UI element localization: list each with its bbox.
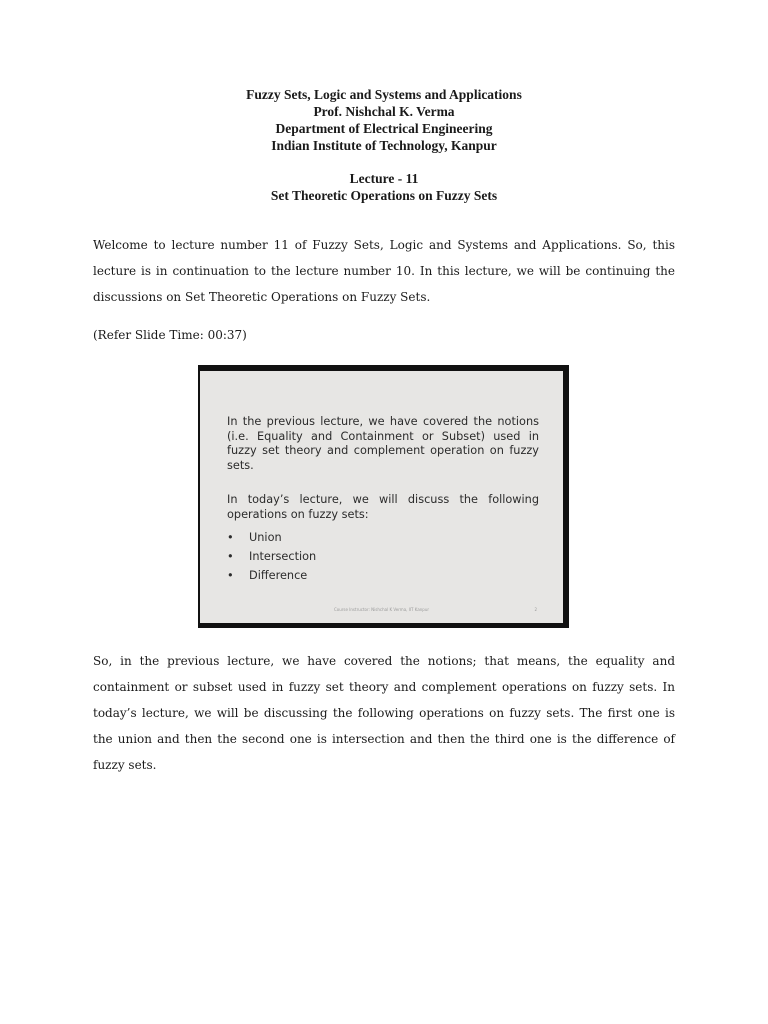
professor-name: Prof. Nishchal K. Verma <box>313 104 455 119</box>
slide-footer: Course Instructor: Nishchal K Verma, IIT Kanpur <box>333 607 430 612</box>
slide-operations-list <box>227 528 316 585</box>
list-item <box>227 566 316 585</box>
slide-page-number: 2 <box>534 607 537 612</box>
slide-paragraph-previous: In the previous lecture, we have covered the notions (i.e. Equality and Containment or Subset) used in fuzzy set theory and complement operation on fuzzy sets. <box>227 415 539 472</box>
department-name: Department of Electrical Engineering <box>275 121 493 136</box>
bullet-icon: • <box>227 531 234 544</box>
lecture-number: Lecture - 11 <box>349 171 419 186</box>
slide-content <box>200 371 563 623</box>
list-item <box>227 547 316 566</box>
list-item <box>227 528 316 547</box>
refer-slide-time: (Refer Slide Time: 00:37) <box>93 328 247 342</box>
institute-name: Indian Institute of Technology, Kanpur <box>271 138 497 153</box>
slide-paragraph-today: In today’s lecture, we will discuss the following operations on fuzzy sets: <box>227 493 539 521</box>
intro-paragraph: Welcome to lecture number 11 of Fuzzy Sets, Logic and Systems and Applications. So, this lecture is in continuation to the lecture number 10. In this lecture, we will be continuing the discussions on Set Theoretic Operations on Fuzzy Sets. <box>93 238 675 304</box>
lecture-title: Set Theoretic Operations on Fuzzy Sets <box>270 188 498 203</box>
bullet-icon: • <box>227 569 234 582</box>
closing-paragraph: So, in the previous lecture, we have covered the notions; that means, the equality and containment or subset used in fuzzy set theory and complement operations on fuzzy sets. In today’s lecture, we will be discussing the following operations on fuzzy sets. The first one is the union and then the second one is intersection and then the third one is the difference of fuzzy sets. <box>93 654 675 772</box>
list-item-label: Difference <box>249 569 308 582</box>
list-item-label: Intersection <box>249 550 317 563</box>
lecture-heading <box>93 170 675 204</box>
bullet-icon: • <box>227 550 234 563</box>
list-item-label: Union <box>249 531 282 544</box>
slide-screenshot <box>198 365 569 628</box>
document-header <box>93 86 675 154</box>
course-title: Fuzzy Sets, Logic and Systems and Applications <box>246 87 522 102</box>
